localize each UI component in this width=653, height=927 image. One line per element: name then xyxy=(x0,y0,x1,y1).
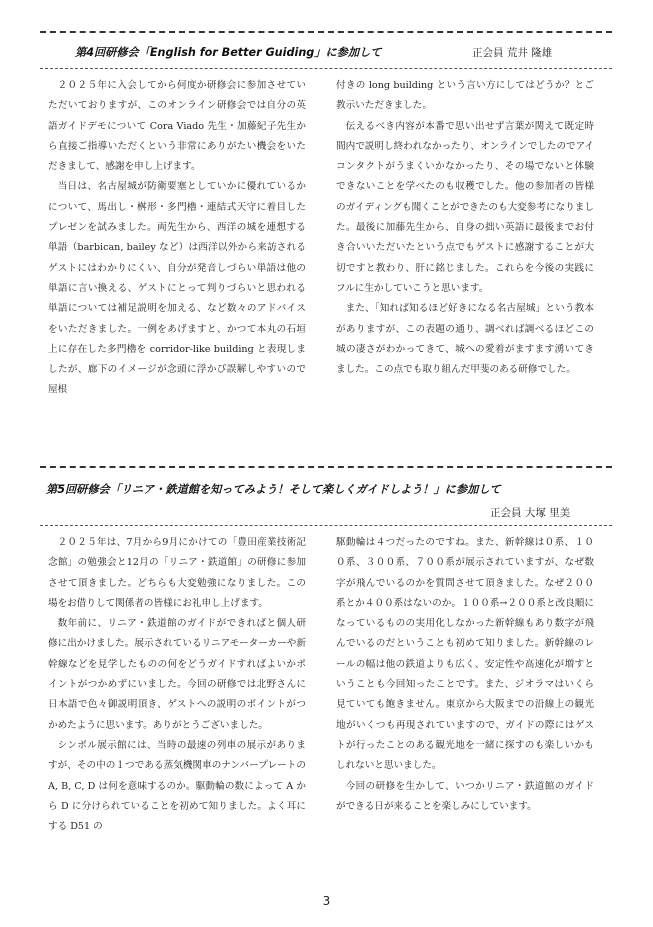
article2-left-column xyxy=(48,533,306,878)
divider-article2-header xyxy=(40,525,612,526)
paragraph: 当日は、名古屋城が防衛要塞としていかに優れているかについて、馬出し・桝形・多門櫓・連結式天守に着目したプレゼンを試みました。両先生から、西洋の城を連想する単語（barbican, bailey など）は西洋以外から来訪されるゲストにはわかりにくい、自分が発音しづらい単語は他の単語に言い換える、ゲストにとって判りづらいと思われる単語については補足説明を加える、など数々のアドバイスをいただきました。一例をあげますと、かつて本丸の石垣上に存在した多門櫓を corridor-like building と表現しましたが、廊下のイメージが念頭に浮かび誤解しやすいので屋根 xyxy=(48,181,306,396)
paragraph: また、「知れば知るほど好きになる名古屋城」という教本がありますが、この表題の通り、調べれば調べるほどこの城の凄さがわかってきて、城への愛着がますます湧いてきました。この点でも取り組んだ甲斐のある研修でした。 xyxy=(336,303,594,376)
article2-title: 第5回研修会「リニア・鉄道館を知ってみよう！そして楽しくガイドしよう！」に参加して xyxy=(46,483,501,496)
paragraph: 今回の研修を生かして、いつかリニア・鉄道館のガイドができる日が来ることを楽しみにしています。 xyxy=(336,780,594,812)
paragraph: 数年前に、リニア・鉄道館のガイドができればと個人研修に出かけました。展示されているリニアモーターカーや新幹線などを見学したものの何をどうガイドすればよいかポイントがつかめずにいました。今回の研修では北野さんに日本語で色々御説明頂き、ゲストへの説明のポイントがつかめたように思います。ありがとうございました。 xyxy=(48,618,306,731)
article1-left-column xyxy=(48,76,306,446)
divider-top xyxy=(40,31,612,33)
article1-author: 正会員 荒井 隆雄 xyxy=(472,47,553,59)
article2-author: 正会員 大塚 里美 xyxy=(490,507,571,519)
paragraph: ２０２５年に入会してから何度か研修会に参加させていただいておりますが、このオンライン研修会では自分の英語ガイドデモについて Cora Viado 先生・加藤紀子先生から直接ご指導いただくという非常にありがたい機会をいただきまして、感謝を申し上げます。 xyxy=(48,80,306,173)
divider-article2-top xyxy=(40,466,612,468)
paragraph: シンボル展示館には、当時の最速の列車の展示がありますが、その中の１つである蒸気機関車のナンバープレートの A, B, C, D は何を意味するのか。駆動輪の数によって A から D に分けられていることを初めて知りました。よく耳にする D51 の xyxy=(48,739,306,833)
divider-article1-header xyxy=(40,68,612,69)
paragraph: 付きの long building という言い方にしてはどうか？とご教示いただきました。 xyxy=(336,80,594,112)
paragraph: ２０２５年は、7月から9月にかけての「豊田産業技術記念館」の勉強会と12月の「リニア・鉄道館」の研修に参加させて頂きました。どちらも大変勉強になりました。この場をお借りして関係者の皆様にお礼申し上げます。 xyxy=(48,537,306,609)
paragraph: 駆動輪は４つだったのですね。また、新幹線は０系、１００系、３００系、７００系が展示されていますが、なぜ数字が飛んでいるのかを質問させて頂きました。なぜ２００系とか４００系はないのか。１００系→２００系と改良順になっているものの実用化しなかった新幹線もあり数字が飛んでいるのだということも初めて知りました。新幹線のレールの幅は他の鉄道よりも広く、安定性や高速化が増すということも今回知ったことです。また、ジオラマはいくら見ていても飽きません。東京から大阪までの沿線上の観光地がいくつも再現されていますので、ガイドの際にはゲストが行ったことのある観光地を一緒に探すのも楽しいかもしれないと思いました。 xyxy=(336,537,594,772)
article2-right-column xyxy=(336,533,594,878)
article1-title: 第4回研修会「English for Better Guiding」に参加して xyxy=(75,46,382,59)
article1-right-column xyxy=(336,76,594,446)
page-number: 3 xyxy=(322,894,331,908)
paragraph: 伝えるべき内容が本番で思い出せず言葉が関えて既定時間内で説明し終われなかったり、オンラインでしたのでアイコンタクトがうまくいかなかったり、その場でないと体験できないことを学べたのも収穫でした。他の参加者の皆様のガイディングも聞くことができたのも大変参考になりました。最後に加藤先生から、自身の拙い英語に最後までお付き合いいただいたという点でもゲストに感謝することが大切ですと教わり、肝に銘じました。これらを今後の実践にフルに生かしていこうと思います。 xyxy=(336,120,594,294)
